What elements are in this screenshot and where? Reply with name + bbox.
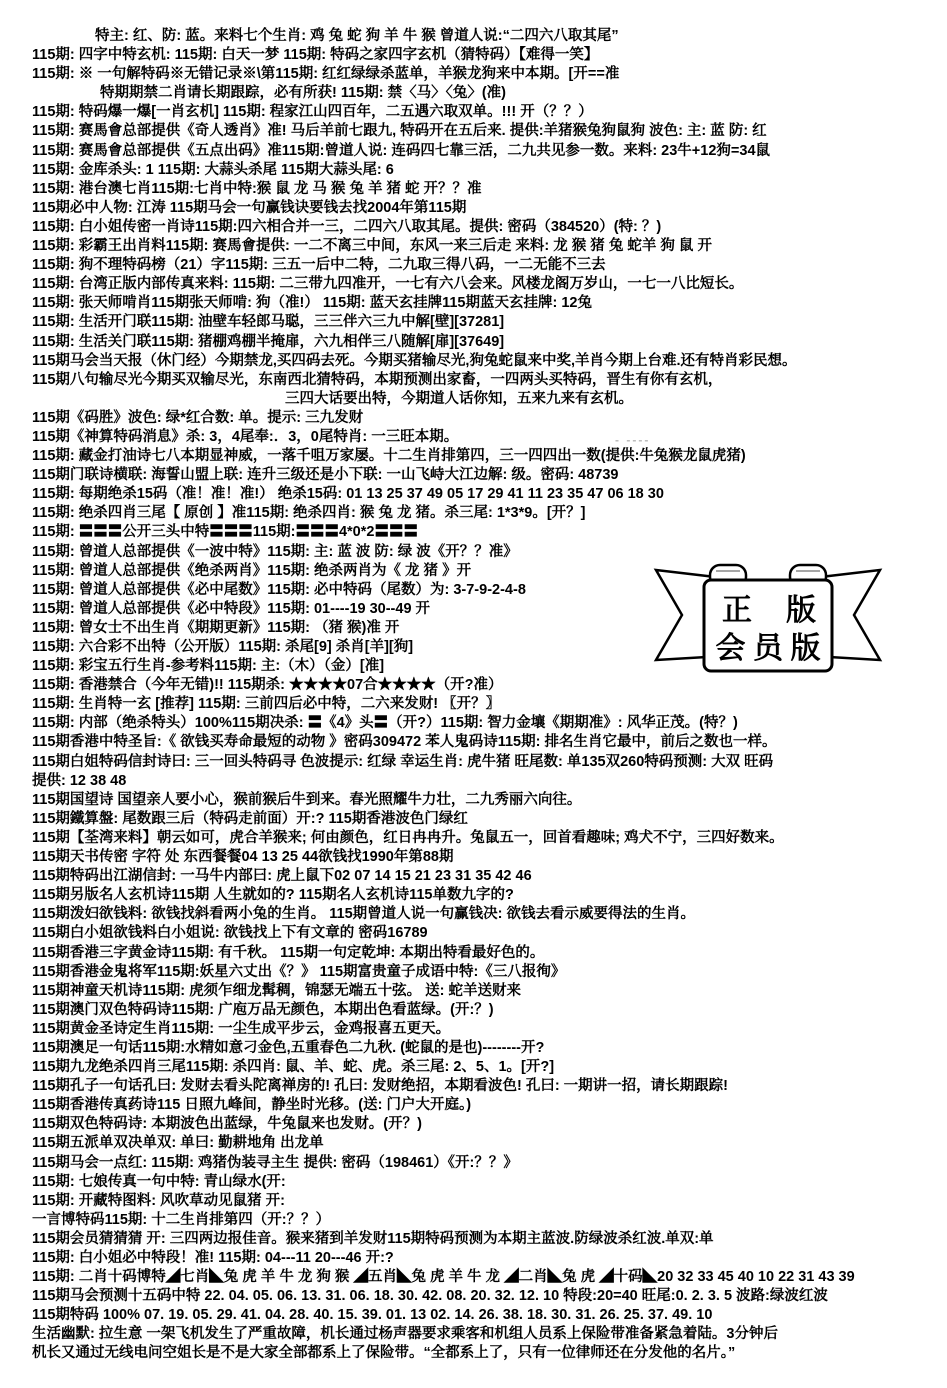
- text-line: 115期: 藏金打油诗七八本期显神威，一落千咀万家屡。十二生肖排第四，三一四四出一数(提供:牛兔猴龙鼠虎猪): [32, 448, 746, 465]
- text-line: 一言博特码115期: 十二生肖排第四（开:？？）: [32, 1211, 331, 1228]
- text-line: 115期会员猜猜猜 开: 三四两边报佳音。猴来猪到羊发财115期特码预测为本期主蓝波.防绿波杀红波.单双:单: [32, 1230, 714, 1247]
- text-line: 115期《神算特码消息》杀: 3，4尾奉:．3，0尾特肖: 一三旺本期。: [32, 428, 459, 445]
- text-line: 115期门联诗横联: 海誓山盟上联: 连升三级还是小下联: 一山飞峙大江边解: 级。密码: 48739: [32, 467, 619, 484]
- text-line: 115期香港中特圣旨:《 欲钱买寿命最短的动物 》密码309472 苯人鬼码诗115期: 排名生肖它最中，前后之数也一样。: [32, 734, 777, 751]
- text-line: 115期: 金库杀头: 1 115期: 大蒜头杀尾 115期大蒜头尾: 6: [32, 161, 394, 178]
- text-line: 115期: 彩宝五行生肖-参考料115期: 主:（木）（金）[准]: [32, 658, 385, 675]
- text-line: 115期: 二肖十码博特◢七肖◣兔 虎 羊 牛 龙 狗 猴 ◢五肖◣兔 虎 羊 牛 龙 ◢二肖◣兔 虎 ◢十码◣20 32 33 45 40 10 22 31 43 39: [32, 1269, 855, 1286]
- text-line: 115期五派单双决单双: 单曰: 勤耕地角 出龙单: [32, 1135, 324, 1152]
- text-line: 115期: 曾道人总部提供《必中特段》115期: 01----19 30--49 开: [32, 600, 431, 617]
- text-line: 115期神童天机诗115期: 虎须乍细龙髯稠，锦瑟无端五十弦。 送: 蛇羊送财来: [32, 982, 522, 999]
- text-line: 115期泼妇欲钱料: 欲钱找斜看两小兔的生肖。 115期曾道人说一句赢钱决: 欲钱去看示威要得法的生肖。: [32, 906, 696, 923]
- text-line: 115期九龙绝杀四肖三尾115期: 杀四肖: 鼠、羊、蛇、虎。杀三尾: 2、5、1。[开?]: [32, 1059, 555, 1076]
- text-line: 115期: 生活开门联115期: 油壁车轻郎马聪，三三伴六三九中解[壁][37281]: [32, 314, 505, 331]
- text-line: 115期黄金圣诗定生肖115期: 一尘生成平步云，金鸡报喜五更天。: [32, 1020, 451, 1037]
- text-line: 115期: 曾道人总部提供《绝杀两肖》115期: 绝杀两肖为《 龙 猪 》开: [32, 562, 472, 579]
- text-line: 115期马会一点红: 115期: 鸡猪伪装寻主生 提供: 密码（198461）《开:？？》: [32, 1154, 518, 1171]
- text-line: 115期: 香港禁合（今年无错)!! 115期杀: ★★★★07合★★★★（开?准）: [32, 677, 503, 694]
- text-line: 115期: 曾道人总部提供《一波中特》115期: 主: 蓝 波 防: 绿 波《开？？准》: [32, 543, 518, 560]
- text-line: 115期澳足一句话115期:水精如意刁金色,五重春色二九秋. (蛇鼠的是也)--------开?: [32, 1039, 545, 1056]
- text-line: 115期八句输尽光今期买双输尽光，东南西北猜特码，本期预测出家畜，一四两头买特码，晋生有你有玄机，: [32, 371, 723, 388]
- text-line: 115期特码 100% 07. 19. 05. 29. 41. 04. 28. 40. 15. 39. 01. 13 02. 14. 26. 38. 18. 30. 31. 26. 25. 37. 49. 10: [32, 1307, 713, 1324]
- text-line: 115期: 〓〓〓公开三头中特〓〓〓115期:〓〓〓4*0*2〓〓〓: [32, 524, 418, 541]
- ribbon-text-ban: 版: [786, 594, 816, 627]
- text-line: 115期香港三字黄金诗115期: 有千秋。 115期一句定乾坤: 本期出特看最好色的。: [32, 944, 545, 961]
- print-smudge-artifact: ‐ ‐‐‐‐: [615, 433, 651, 447]
- text-line: 115期: 内部（绝杀特头）100%115期决杀: 〓《4》头〓（开?）115期: 智力金壤《期期准》: 风华正茂。(特？): [32, 715, 738, 732]
- text-line: 115期: 张天师啃肖115期张天师啃: 狗（准!） 115期: 蓝天玄挂牌115期蓝天玄挂牌: 12兔: [32, 295, 592, 312]
- text-line: 115期天书传密 字符 处 东西餐餐04 13 25 44欲钱找1990年第88期: [32, 849, 454, 866]
- text-line: 115期马会当天报（休门经）今期禁龙,买四码去死。今期买猪输尽光,狗兔蛇鼠来中奖,羊肖今期上台难.还有特肖彩民想。: [32, 352, 797, 369]
- text-line: 115期白姐特码信封诗曰: 三一回头特码寻 色波提示: 红绿 幸运生肖: 虎牛猪 旺尾数: 单135双260特码预测: 大双 旺码: [32, 753, 774, 770]
- text-line: 115期白小姐欲钱料白小姐说: 欲钱找上下有文章的 密码16789: [32, 925, 428, 942]
- text-line: 115期双色特码诗: 本期波色出蓝绿，牛兔鼠来也发财。(开？): [32, 1116, 422, 1133]
- text-line: 提供: 12 38 48: [32, 772, 127, 789]
- text-line: 115期香港传真药诗115 日照九峰间，静坐时光移。(送: 门户大开庭。): [32, 1097, 472, 1114]
- text-line: 115期马会预测十五码中特 22. 04. 05. 06. 13. 31. 06. 18. 30. 42. 08. 20. 32. 12. 10 特段:20=40 旺尾:0. 2. 3. 5 波路:绿波红波: [32, 1288, 828, 1305]
- text-line: 115期: 曾道人总部提供《必中尾数》115期: 必中特码（尾数）为: 3-7-9-2-4-8: [32, 581, 526, 598]
- text-line: 115期: 彩霸王出肖料115期: 赛馬會提供: 一二不离三中间，东风一来三后走 来料: 龙 猴 猪 兔 蛇羊 狗 鼠 开: [32, 238, 712, 255]
- text-line: 115期: 七娘传真一句中特: 青山绿水(开:: [32, 1173, 286, 1190]
- ribbon-text-zheng: 正: [722, 594, 752, 627]
- text-line: 生活幽默: 拉生意 一架飞机发生了严重故障，机长通过杨声器要求乘客和机组人员系上保险带准备紧急着陆。3分钟后: [32, 1326, 778, 1343]
- text-line: 115期: 每期绝杀15码（准！准！准!） 绝杀15码: 01 13 25 37 49 05 17 29 41 11 23 35 47 06 18 30: [32, 486, 664, 503]
- text-line: 115期鐵算盤: 尾数跟三后（特码走前面）开:? 115期香港波色门绿红: [32, 810, 468, 827]
- text-line: 115期: 特码爆一爆[一肖玄机] 115期: 程家江山四百年，二五遇六取双单。!!! 开（？？）: [32, 104, 593, 121]
- text-line: 115期必中人物: 江涛 115期马会一句赢钱诀要钱去找2004年第115期: [32, 199, 467, 216]
- text-line: 115期: 生活关门联115期: 猪棚鸡棚半掩扉，六九相伴三八随解[扉][37649]: [32, 333, 505, 350]
- text-line: 机长又通过无线电问空姐长是不是大家全部都系上了保险带。“全都系上了，只有一位律师还在分发他的名片。”: [32, 1345, 736, 1362]
- text-lines: [32, 27, 945, 1364]
- text-line: 115期特码出江湖信封: 一马牛内部曰: 虎上鼠下02 07 14 15 21 23 31 35 42 46: [32, 868, 532, 885]
- text-line: 115期: 赛馬會总部提供《奇人透肖》准! 马后羊前七跟九, 特码开在五后来. 提供:羊猪猴兔狗鼠狗 波色: 主: 蓝 防: 红: [32, 123, 767, 140]
- text-line: 115期: 狗不理特码榜（21）字115期: 三五一后中二特，二九取三得八码，一二无能不三去: [32, 257, 606, 274]
- text-line: 115期: 开藏特图料: 风吹草动见鼠猪 开:: [32, 1192, 285, 1209]
- text-line: 115期: 生肖特一玄 [推荐] 115期: 三前四后必中特，二六来发财! 〖开？〗: [32, 696, 501, 713]
- text-line: 115期香港金鬼将军115期:妖星六丈出《？》 115期富贵童子成语中特:《三八报徇》: [32, 963, 566, 980]
- text-line: 115期: 四字中特玄机: 115期: 白天一梦 115期: 特码之家四字玄机（猜特码）【难得一笑】: [32, 47, 599, 64]
- text-line: 115期另版名人玄机诗115期 人生就如的? 115期名人玄机诗115单数九字的?: [32, 887, 514, 904]
- text-line: 特期期禁二肖请长期跟踪，必有所获! 115期: 禁〈马〉〈兔〉(准): [100, 85, 507, 102]
- ribbon-text-huiyuanban: 会 员 版: [715, 632, 821, 665]
- text-line: 115期: 曾女士不出生肖《期期更新》115期: （猪 猴)准 开: [32, 619, 400, 636]
- text-line: 115期国望诗 国望亲人要小心，猴前猴后牛到来。春光照耀牛力壮，二九秀丽六向往。: [32, 791, 582, 808]
- text-line: 115期: 赛馬會总部提供《五点出码》准115期:曾道人说: 连码四七靠三活，二九共见参一数。来料: 23牛+12狗=34鼠: [32, 142, 771, 159]
- text-line: 115期《码胜》波色: 绿*红合数: 单。提示: 三九发财: [32, 409, 364, 426]
- text-line: 115期: 绝杀四肖三尾【 原创 】准115期: 绝杀四肖: 猴 兔 龙 猪。杀三尾: 1*3*9。[开？]: [32, 505, 586, 522]
- text-line: 115期孔子一句话孔曰: 发财去看头陀离禅房的! 孔曰: 发财绝招，本期看波色! 孔曰: 一期讲一招，请长期跟踪!: [32, 1078, 729, 1095]
- text-line: 115期澳门双色特码诗115期: 广庖万品无颜色，本期出色看蓝绿。(开:？): [32, 1001, 494, 1018]
- text-line: 115期: 台湾正版内部传真来料: 115期: 二三带九四准开，一七有六八会来。风楼龙阁万岁山，一七一八比短长。: [32, 276, 744, 293]
- text-line: 特主: 红、防: 蓝。来料七个生肖: 鸡 兔 蛇 狗 羊 牛 猴 曾道人说:“二四六八取其尾”: [95, 28, 619, 44]
- member-edition-ribbon: [648, 552, 888, 674]
- text-line: 115期: 白小姐传密一肖诗115期:四六相合并一三，二四六八取其尾。提供: 密码（384520）(特: ？): [32, 218, 662, 235]
- text-line: 115期: 六合彩不出特（公开版）115期: 杀尾[9] 杀肖[羊][狗]: [32, 639, 414, 655]
- text-line: 115期【荃湾来料】朝云如可，虎合羊猴来; 何由颜色，红日冉冉升。兔鼠五一，回首看趣味; 鸡犬不宁，三四好数来。: [32, 829, 784, 846]
- text-line: 115期: 港台澳七肖115期:七肖中特:猴 鼠 龙 马 猴 兔 羊 猪 蛇 开？？准: [32, 180, 482, 197]
- text-line: 三四大话要出特，今期道人话你知，五来九来有玄机。: [285, 390, 633, 407]
- text-line: 115期: 白小姐必中特段！准! 115期: 04---11 20---46 开:?: [32, 1250, 394, 1266]
- text-line: 115期: ※ 一句解特码※无错记录※\第115期: 红红绿绿杀蓝单，羊猴龙狗来中本期。[开==准: [32, 66, 620, 83]
